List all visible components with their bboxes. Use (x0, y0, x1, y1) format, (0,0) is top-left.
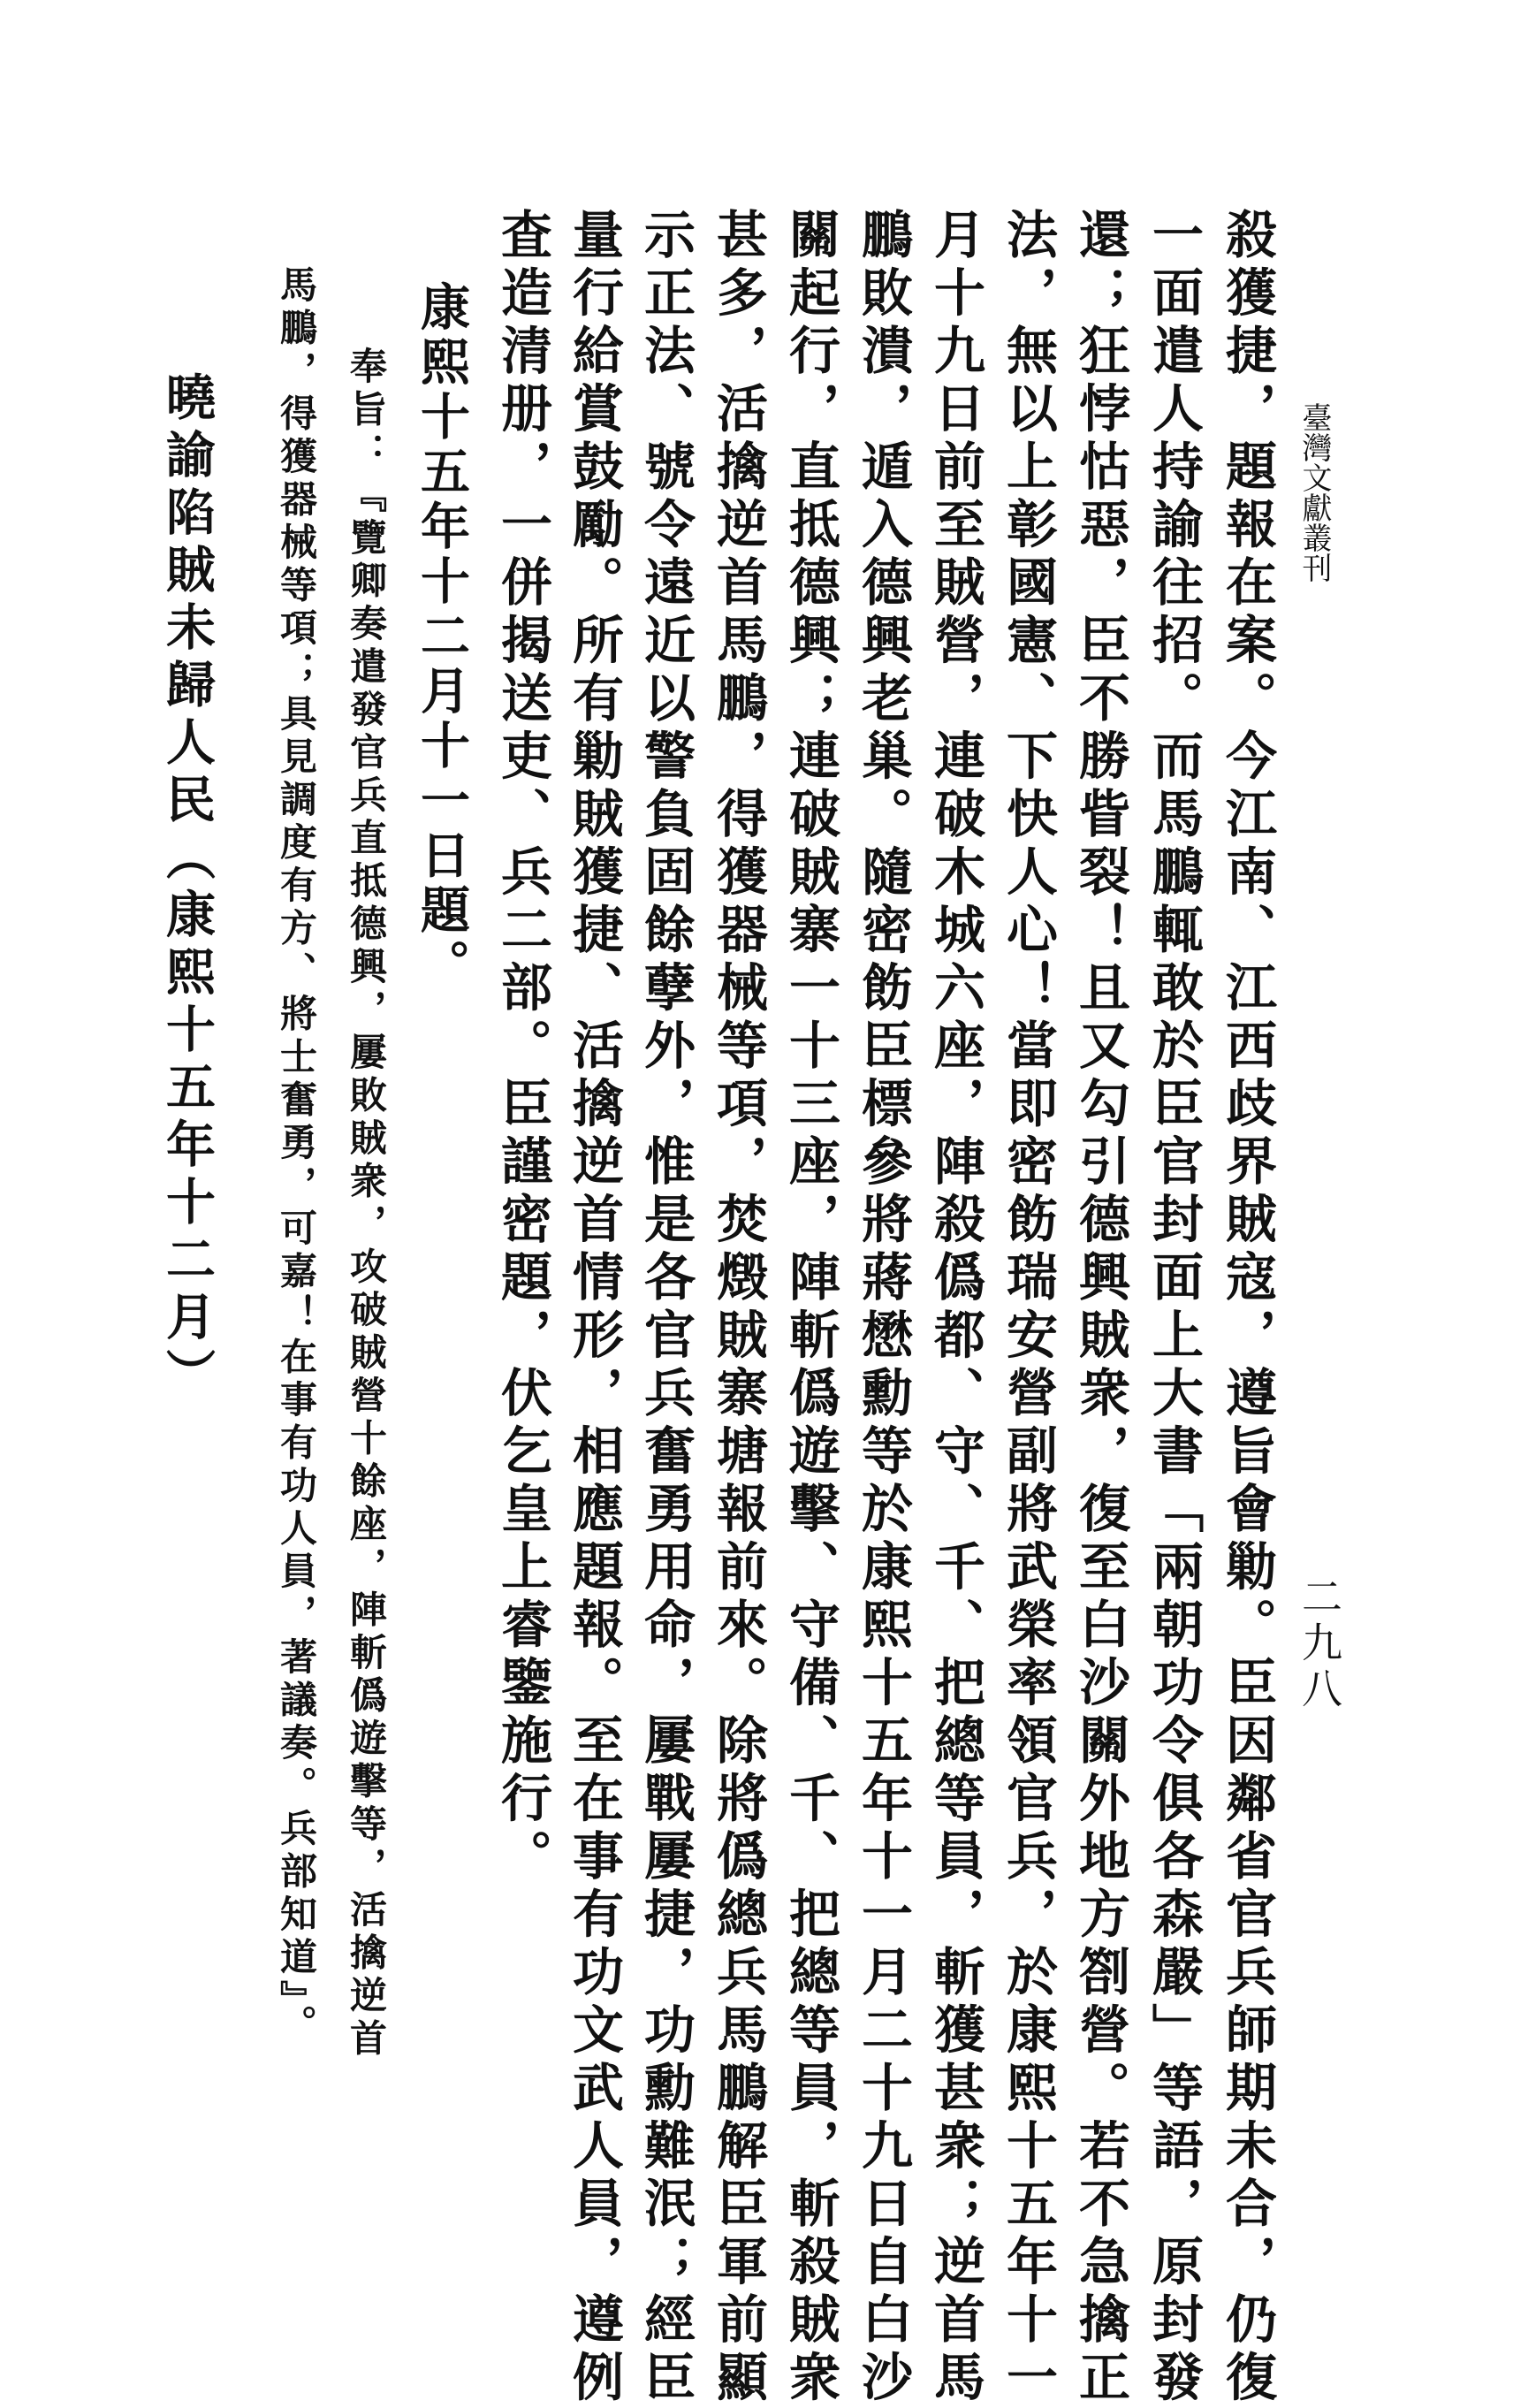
rescript-column-2: 馬鵬，得獲器械等項；具見調度有方、將士奮勇，可嘉！在事有功人員，著議奏。兵部知道』。 (275, 265, 318, 2047)
body-column-5: 月十九日前至賊營，連破木城六座，陣殺僞都、守、千、把總等員，斬獲甚衆；逆首馬 (925, 208, 985, 2408)
body-column-4: 法，無以上彰國憲、下快人心！當即密飭瑞安營副將武榮率領官兵，於康熙十五年十一 (998, 208, 1058, 2408)
body-column-8: 甚多，活擒逆首馬鵬，得獲器械等項，焚燬賊寨塘報前來。除將僞總兵馬鵬解臣軍前顯 (708, 208, 768, 2408)
rescript-column-1: 奉旨：『覽卿奏遣發官兵直抵德興，屢敗賊衆，攻破賊營十餘座，陣斬僞遊擊等，活擒逆首 (345, 347, 388, 2061)
body-column-9: 示正法、號令遠近以警負固餘孽外，惟是各官兵奮勇用命，屢戰屢捷，功勳難泯；經臣 (635, 208, 696, 2408)
running-header-title: 臺灣文獻叢刊 (1296, 402, 1332, 583)
memorial-date-line: 康熙十五年十二月十一日題。 (413, 281, 471, 994)
body-column-10: 量行給賞鼓勵。所有勦賊獲捷、活擒逆首情形，相應題報。至在事有功文武人員，遵例 (564, 208, 624, 2408)
body-column-1: 殺獲捷，題報在案。今江南、江西歧界賊寇，遵旨會勦。臣因鄰省官兵師期未合，仍復 (1217, 208, 1277, 2408)
body-column-3: 還；狂悖怙惡，臣不勝眥裂！且又勾引德興賊衆，復至白沙關外地方劄營。若不急擒正 (1070, 208, 1130, 2408)
next-document-title: 曉諭陷賊未歸人民（康熙十五年十二月） (158, 371, 217, 1406)
body-column-7: 關起行，直抵德興；連破賊寨一十三座，陣斬僞遊擊、守備、千、把總等員，斬殺賊衆 (780, 208, 840, 2408)
body-column-11: 査造清册，一併揭送吏、兵二部。臣謹密題，伏乞皇上睿鑒施行。 (492, 208, 552, 1887)
body-column-2: 一面遣人持諭往招。而馬鵬輒敢於臣官封面上大書「兩朝功令俱各森嚴」等語，原封發 (1144, 208, 1204, 2408)
body-column-6: 鵬敗潰，遁入德興老巢。隨密飭臣標參將蔣懋勳等於康熙十五年十一月二十九日自白沙 (853, 208, 913, 2408)
page-number: 二九八 (1296, 1575, 1343, 1713)
